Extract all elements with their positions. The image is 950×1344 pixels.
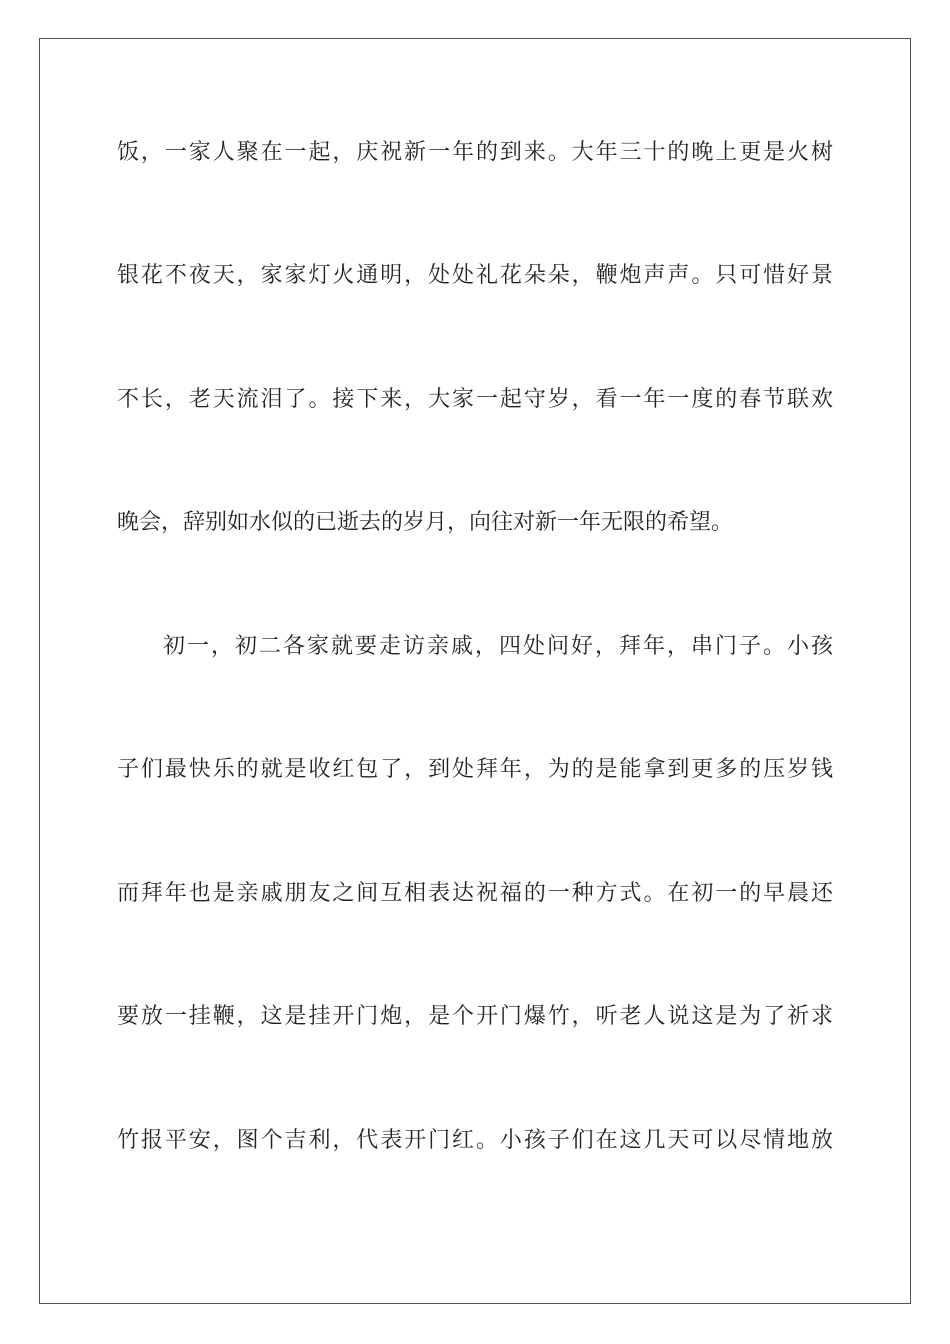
page-frame: [39, 38, 911, 1304]
text-line-7: 而拜年也是亲戚朋友之间互相表达祝福的一种方式。在初一的早晨还: [117, 881, 833, 906]
text-line-3: 不长，老天流泪了。接下来，大家一起守岁，看一年一度的春节联欢: [117, 387, 833, 412]
text-line-8: 要放一挂鞭，这是挂开门炮，是个开门爆竹，听老人说这是为了祈求: [117, 1004, 833, 1029]
text-line-6: 子们最快乐的就是收红包了，到处拜年，为的是能拿到更多的压岁钱: [117, 757, 833, 782]
text-line-1: 饭，一家人聚在一起，庆祝新一年的到来。大年三十的晚上更是火树: [117, 140, 833, 165]
text-line-5: 初一，初二各家就要走访亲戚，四处问好，拜年，串门子。小孩: [163, 634, 833, 659]
text-line-4: 晚会，辞别如水似的已逝去的岁月，向往对新一年无限的希望。: [117, 510, 734, 535]
text-line-9: 竹报平安，图个吉利，代表开门红。小孩子们在这几天可以尽情地放: [117, 1128, 833, 1153]
text-line-2: 银花不夜天，家家灯火通明，处处礼花朵朵，鞭炮声声。只可惜好景: [117, 263, 833, 288]
